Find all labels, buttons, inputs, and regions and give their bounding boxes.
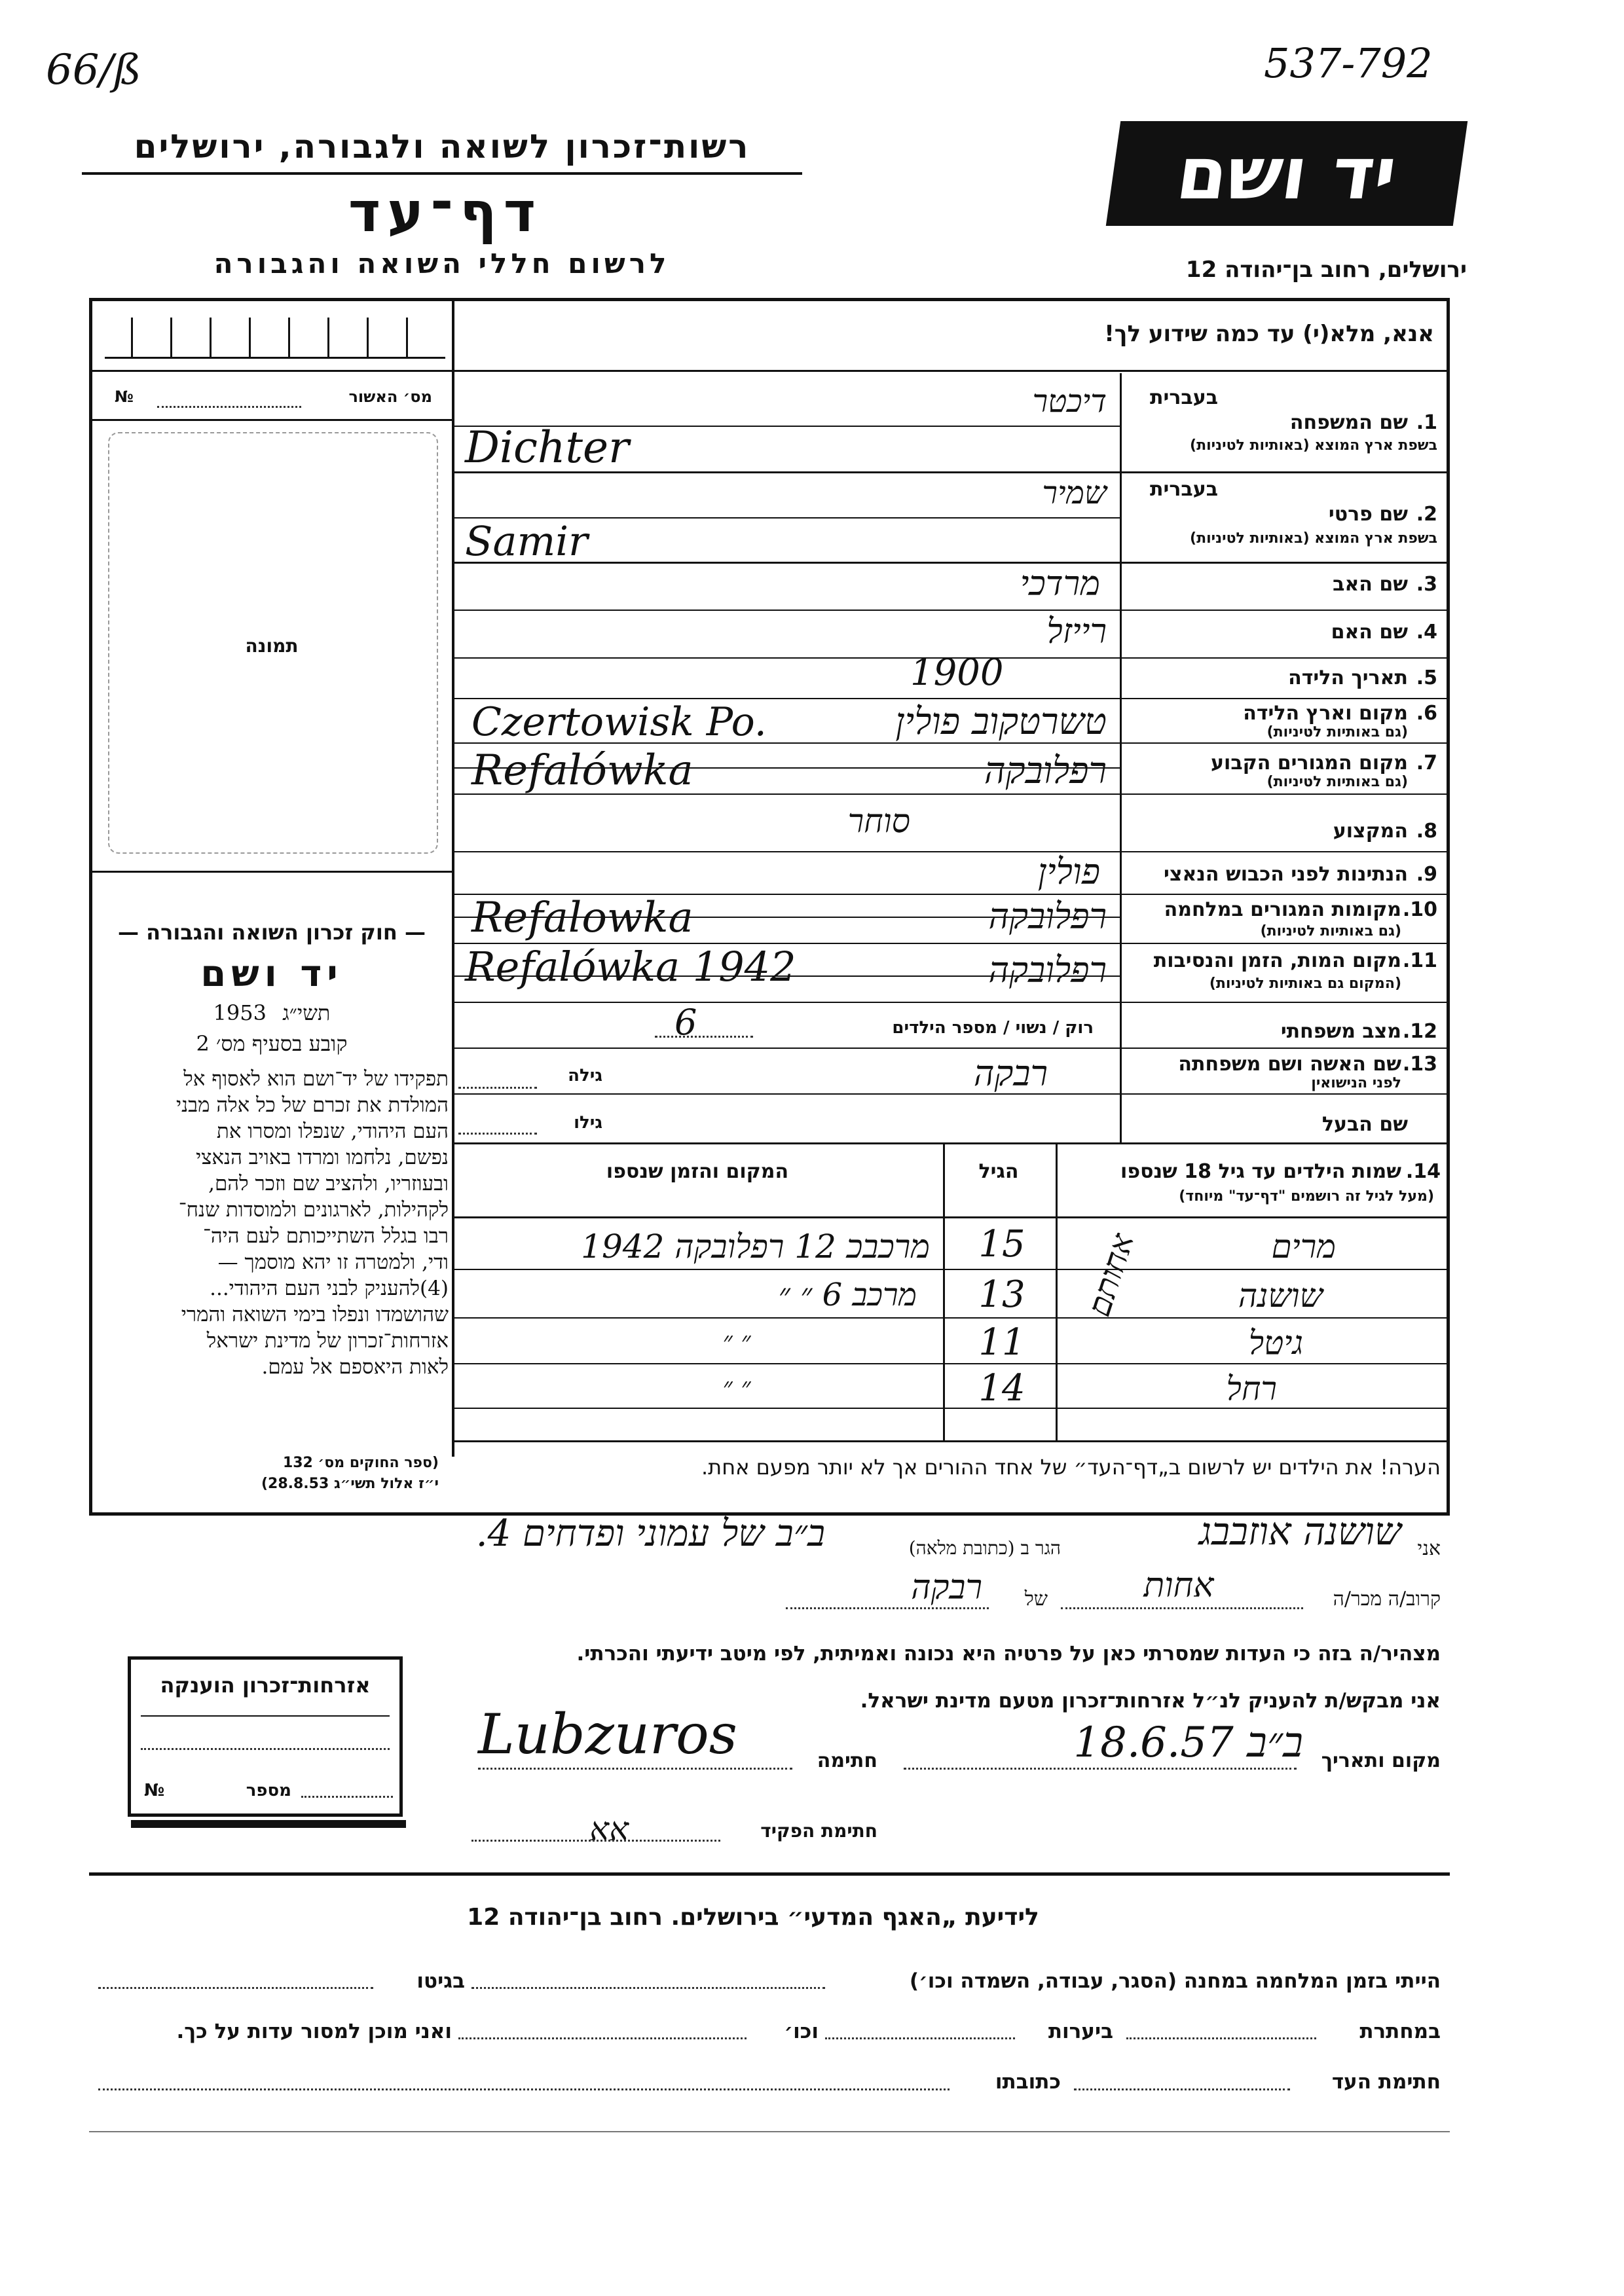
declarant-i-label: אני [1417,1537,1441,1560]
field-3-label: שם האב [1333,573,1408,596]
field-4-label: שם האם [1331,621,1408,644]
declaration-text: מצהיר/ה בזה כי העדות שמסרתי כאן על פרטיה היא נכונה ואמיתית, לפי מיטב ידיעתי והכרתי. [576,1642,1441,1666]
field-2-heb-label: בעברית [1150,478,1218,501]
law-citation-2: י״ז אלול תשי״ג 28.8.53) [261,1476,439,1492]
law-body-line: ובעוזריו, ולהציב שם וזכר להם, [208,1172,449,1195]
field-10-value[interactable]: רפלובקה [988,896,1107,937]
field-2-sub: בשפת ארץ המוצא (באותיות לטיניות) [1190,530,1437,547]
law-year-line [98,1000,445,1025]
law-body-line: לקהילות, לארגונים ולמוסדות שנח־ [178,1198,449,1222]
field-6-latin-value[interactable]: Czertowisk Po. [471,699,767,745]
field-6-value[interactable]: טשרטקוב פולין [895,701,1107,743]
law-body-line: (4)להעניק לבני העם היהודי... [210,1277,449,1300]
law-body-line: שהושמדו ונפלו בימי השואה והמרי [181,1303,449,1326]
field-5-label: תאריך הלידה [1288,666,1408,689]
footer-line2-c: וכו׳ [784,2020,819,2043]
corner-mark-left: 66/ß [46,46,141,94]
footer-line2-b: ביערות [1048,2020,1113,2043]
field-11-num: 11. [1402,949,1437,972]
photo-label: תמונה [245,635,299,657]
citizenship-title: אזרחות־זכרון הוענקה [160,1673,371,1698]
field-12-num: 12. [1402,1020,1437,1043]
children-note: הערה! את הילדים יש לרשום ב„דף־העד״ של אחד ההורים אך לא יותר מפעם אחת. [701,1455,1441,1480]
law-year-heb: תשי״ג [282,1000,331,1025]
field-6-label: מקום וארץ הלידה [1243,702,1408,725]
child-name[interactable]: שושנה [1238,1277,1323,1315]
footer-line1-a: הייתי בזמן המלחמה במחנה (הסגר, עבודה, השמדה וכו׳) [909,1969,1441,1993]
form-subtitle: לרשום חללי השואה והגבורה [213,247,671,280]
law-citation-1: (ספר החוקים מס׳ 132 [282,1455,439,1471]
field-12-label: מצב משפחתי [1280,1020,1401,1043]
husband-label: שם הבעל [1321,1113,1408,1136]
children-header: שמות הילדים עד גיל 18 שנספו [1120,1160,1401,1183]
footer-line1-b: בגיטו [416,1969,465,1993]
approval-label: מס׳ האשור [348,388,432,406]
field-3-num: 3. [1416,573,1437,596]
field-2-heb-value[interactable]: שמיר [1042,475,1107,511]
law-body-line: רבו בגלל השתייכותם לעם היה־ [202,1224,449,1248]
field-5-num: 5. [1416,666,1437,689]
footer-line2-d: ואני מוכן למסור עדות על כך. [176,2020,452,2043]
field-12-marital: רוק / נשוי / מספר הילדים [892,1018,1094,1038]
field-1-latin-value[interactable]: Dichter [465,422,629,473]
place-date-value[interactable]: ב״ב 18.6.57 [1073,1719,1303,1767]
field-7-sub: (גם באותיות לטיניות) [1266,774,1408,790]
law-body-line: תפקידו של יד־ושם הוא לאסוף אל [183,1067,449,1091]
field-6-num: 6. [1416,702,1437,725]
child-name[interactable]: גיטל [1248,1324,1303,1362]
field-2-label: שם פרטי [1328,503,1408,526]
field-10-num: 10. [1402,898,1437,921]
citizenship-box-shadow [131,1820,406,1828]
intro-text: אנא, מלא(י) עד כמה שידוע לך! [1104,321,1434,347]
field-11-sub: (המקום גם באותיות לטיניות) [1209,975,1401,992]
field-1-sub: בשפת ארץ המוצא (באותיות לטיניות) [1190,437,1437,454]
field-13-label: שם האשה ושם משפחתה [1178,1053,1401,1076]
relation-value[interactable]: אחות [1143,1566,1214,1605]
field-4-num: 4. [1416,621,1437,644]
child-place[interactable]: ״ ״ [722,1326,751,1357]
field-13-sub: לפני הנישואין [1311,1075,1401,1091]
request-text: אני מבקש/ת להעניק לנ״ל אזרחות־זכרון מטעם מדינת ישראל. [860,1689,1441,1713]
field-10-label: מקומות המגורים במלחמה [1164,898,1401,921]
law-section: קובע בסעיף מס׳ 2 [196,1031,348,1056]
field-4-value[interactable]: רייזל [1046,612,1107,651]
field-7-label: מקום המגורים הקבוע [1211,752,1408,774]
field-2-latin-value[interactable]: Samir [465,517,588,565]
field-13-value[interactable]: רבקה [973,1053,1048,1094]
footer-title: לידיעת „האגף המדעי״ בירושלים. רחוב בן־יהודה 12 [467,1904,1039,1931]
field-9-value[interactable]: פולין [1037,851,1100,892]
field-5-value[interactable]: 1900 [910,651,1004,694]
child-age[interactable]: 14 [978,1367,1025,1410]
law-org: יד ושם [200,953,343,995]
child-age[interactable]: 15 [978,1223,1025,1266]
field-12-children-count[interactable]: 6 [674,1002,697,1043]
officer-label: חתימת הפקיד [760,1820,877,1842]
signature-label: חתימה [817,1749,877,1772]
field-8-label: המקצוע [1333,820,1408,843]
declarant-residing: הגר ב (כתובת מלאה) [908,1537,1061,1559]
citizenship-number-label: מספר [246,1781,291,1800]
field-13-num: 13. [1402,1053,1437,1076]
declarant-name[interactable]: שושנה אוזבבג [1198,1509,1401,1554]
declarant-address[interactable]: ב״ב של עמוני ופדחים 4. [475,1512,825,1555]
child-place[interactable]: ״ ״ [722,1372,751,1402]
field-11-latin-value[interactable]: Refalówka 1942 [465,943,796,991]
field-9-label: הנתינות לפני הכבוש הנאצי [1164,863,1408,886]
of-label: של [1024,1588,1048,1611]
field-10-sub: (גם באותיות לטיניות) [1260,923,1401,939]
logo-text: יד ושם [1172,132,1402,215]
place-date-label: מקום ותאריך [1321,1749,1441,1772]
declarant-signature: Lubzuros [478,1702,737,1766]
citizenship-no-sign: № [144,1781,165,1800]
child-name[interactable]: רחל [1226,1370,1277,1408]
law-title: — חוק זכרון השואה והגבורה — [118,920,426,945]
field-7-value[interactable]: רפלובקה [984,750,1107,792]
footer-line3-b: כתובתו [995,2070,1061,2094]
header-address: ירושלים, רחוב בן־יהודה 12 [1185,257,1467,283]
officer-signature: ﬡﬡ [589,1810,629,1848]
law-body-line: ודי, ולמטרה זו יהא מוסמך — [217,1250,449,1274]
field-1-heb-value[interactable]: דיכטר [1032,383,1107,420]
field-8-num: 8. [1416,820,1437,843]
footer-line3-a: חתימת העד [1331,2070,1441,2094]
form-title: דף־עד [348,180,543,244]
field-1-label: שם המשפחה [1289,411,1408,434]
law-body-line: לאות היאספם אל עמם. [261,1355,449,1379]
field-11-label: מקום המות, הזמן והנסיבות [1153,949,1401,972]
document-number: 537-792 [1264,39,1433,87]
child-age[interactable]: 13 [978,1273,1025,1316]
field-1-heb-label: בעברית [1150,386,1218,409]
law-body-line: אזרחות־זכרון של מדינת ישראל [206,1329,449,1353]
field-10-latin-value[interactable]: Refalowka [471,894,693,942]
field-1-num: 1. [1416,411,1437,434]
children-side-note: אחותם [1080,1229,1142,1321]
field-6-sub: (גם באותיות לטיניות) [1266,724,1408,740]
children-age-header: הגיל [978,1160,1019,1183]
child-place[interactable]: מרכבכ 12 רפלובקה 1942 [581,1228,930,1266]
code-boxes [105,318,445,359]
relation-label: קרוב/ה מכר/ה [1333,1588,1441,1611]
law-body-line: נפשם, נלחמו ומרדו באויב הנאצי [196,1146,449,1169]
field-13-age-label: גילה [568,1066,602,1085]
authority-underline [82,172,802,175]
husband-age-label: גילו [574,1113,602,1133]
footer-line2-a: במחתרת [1359,2020,1441,2043]
citizenship-box [128,1656,403,1817]
yad-vashem-logo [1106,121,1467,226]
children-num: 14. [1405,1160,1441,1183]
law-body [95,1066,449,1380]
child-name[interactable]: מרים [1271,1228,1336,1266]
field-11-value[interactable]: רפלובקה [988,949,1107,991]
law-year: 1953 [213,1000,267,1025]
field-9-num: 9. [1416,863,1437,886]
of-value[interactable]: רבקה [911,1568,982,1607]
authority-name: רשות־זכרון לשואה ולגבורה, ירושלים [134,128,750,166]
field-7-num: 7. [1416,752,1437,774]
law-body-line: המולדת את זכרם של כל אלה מבני [175,1093,449,1117]
approval-no-sign: № [115,388,134,406]
children-header-sub: (מעל לגיל זה רושמים "דף־עד" מיוחד) [1179,1188,1434,1205]
field-8-value[interactable]: סוחר [847,802,910,840]
law-body-line: העם היהודי, שנפלו ומסרו את [216,1120,449,1143]
child-place[interactable]: מרכב 6 ״ ״ [778,1277,917,1313]
field-2-num: 2. [1416,503,1437,526]
field-7-latin-value[interactable]: Refalówka [471,746,693,795]
field-3-value[interactable]: מרדכי [1020,564,1100,604]
children-place-header: המקום והזמן שנספו [606,1160,789,1183]
child-age[interactable]: 11 [978,1321,1025,1364]
